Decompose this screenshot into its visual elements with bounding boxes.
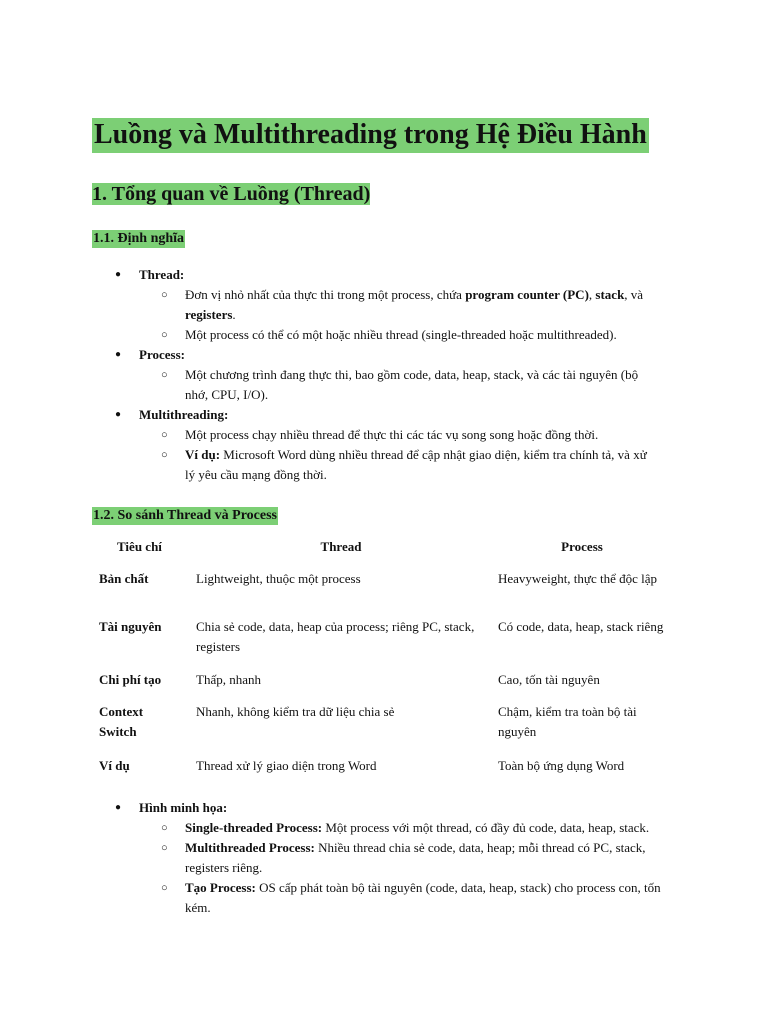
table-cell: Chi phí tạo	[99, 672, 162, 687]
table-row	[92, 670, 692, 702]
subsection-heading-definition: 1.1. Định nghĩa	[93, 231, 185, 246]
list-item-thread: ● Thread:	[92, 265, 692, 285]
sub-list-item: ○ Ví dụ: Microsoft Word dùng nhiều thread để cập nhật giao diện, kiểm tra chính tả, và xử lý yêu cầu mạng đồng thời.	[161, 447, 647, 482]
table-header-row	[92, 537, 692, 569]
table-cell: Toàn bộ ứng dụng Word	[498, 758, 625, 773]
circle-bullet-icon: ○	[161, 329, 168, 341]
page-title-text: Luồng và Multithreading trong Hệ Điều Hành	[92, 118, 649, 153]
list-item-multithreading: ● Multithreading:	[92, 405, 692, 425]
table-row	[92, 569, 692, 617]
sub-list-item: ○ Một process có thể có một hoặc nhiều thread (single-threaded hoặc multithreaded).	[92, 325, 692, 345]
definition-list	[92, 265, 692, 485]
table-cell: Lightweight, thuộc một process	[196, 571, 361, 586]
table-cell: Chia sẻ code, data, heap của process; riêng PC, stack, registers	[196, 619, 475, 654]
comparison-table	[92, 537, 692, 786]
circle-bullet-icon: ○	[161, 842, 168, 854]
bullet-icon: ●	[115, 802, 122, 813]
sub-list-item: ○ Đơn vị nhỏ nhất của thực thi trong một process, chứa program counter (PC), stack, và registers.	[161, 287, 644, 322]
table-cell: Bản chất	[99, 571, 149, 586]
list-item-process: ● Process:	[92, 345, 692, 365]
table-row	[92, 756, 692, 786]
table-cell: Ví dụ	[99, 758, 130, 773]
circle-bullet-icon: ○	[161, 369, 168, 381]
table-cell: Chậm, kiểm tra toàn bộ tài nguyên	[498, 704, 637, 739]
bullet-icon: ●	[115, 349, 122, 360]
circle-bullet-icon: ○	[161, 822, 168, 834]
table-cell: Thread xử lý giao diện trong Word	[196, 758, 377, 773]
circle-bullet-icon: ○	[161, 289, 168, 301]
subsection-heading-comparison: 1.2. So sánh Thread và Process	[93, 508, 277, 523]
table-header-cell: Tiêu chí	[117, 539, 162, 554]
table-header-cell: Process	[561, 539, 603, 554]
table-cell: Heavyweight, thực thể độc lập	[498, 571, 658, 586]
table-cell: Thấp, nhanh	[196, 672, 261, 687]
section-heading-1: 1. Tổng quan về Luồng (Thread)	[92, 183, 371, 205]
page-title	[92, 115, 649, 155]
list-item-illustration: ● Hình minh họa:	[92, 798, 692, 818]
table-row	[92, 617, 692, 670]
sub-list-item: ○ Một chương trình đang thực thi, bao gồm code, data, heap, stack, và các tài nguyên (bộ nhớ, CPU, I/O).	[161, 367, 639, 402]
sub-list-item: ○ Single-threaded Process: Một process với một thread, có đầy đủ code, data, heap, stack.	[92, 818, 692, 838]
circle-bullet-icon: ○	[161, 449, 168, 461]
bullet-icon: ●	[115, 409, 122, 420]
circle-bullet-icon: ○	[161, 882, 168, 894]
table-cell: Nhanh, không kiểm tra dữ liệu chia sẻ	[196, 704, 395, 719]
table-cell: Có code, data, heap, stack riêng	[498, 619, 664, 634]
sub-list-item: ○ Một process chạy nhiều thread để thực thi các tác vụ song song hoặc đồng thời.	[92, 425, 692, 445]
table-cell: Tài nguyên	[99, 619, 162, 634]
table-cell: Context Switch	[99, 704, 144, 739]
sub-list-item: ○ Multithreaded Process: Nhiều thread chia sẻ code, data, heap; mỗi thread có PC, stack, registers riêng.	[161, 840, 646, 875]
table-row	[92, 702, 692, 756]
illustration-list	[92, 798, 692, 918]
table-header-cell: Thread	[320, 539, 362, 554]
circle-bullet-icon: ○	[161, 429, 168, 441]
sub-list-item: ○ Tạo Process: OS cấp phát toàn bộ tài nguyên (code, data, heap, stack) cho process con, tốn kém.	[161, 880, 661, 915]
table-cell: Cao, tốn tài nguyên	[498, 672, 600, 687]
bullet-icon: ●	[115, 269, 122, 280]
